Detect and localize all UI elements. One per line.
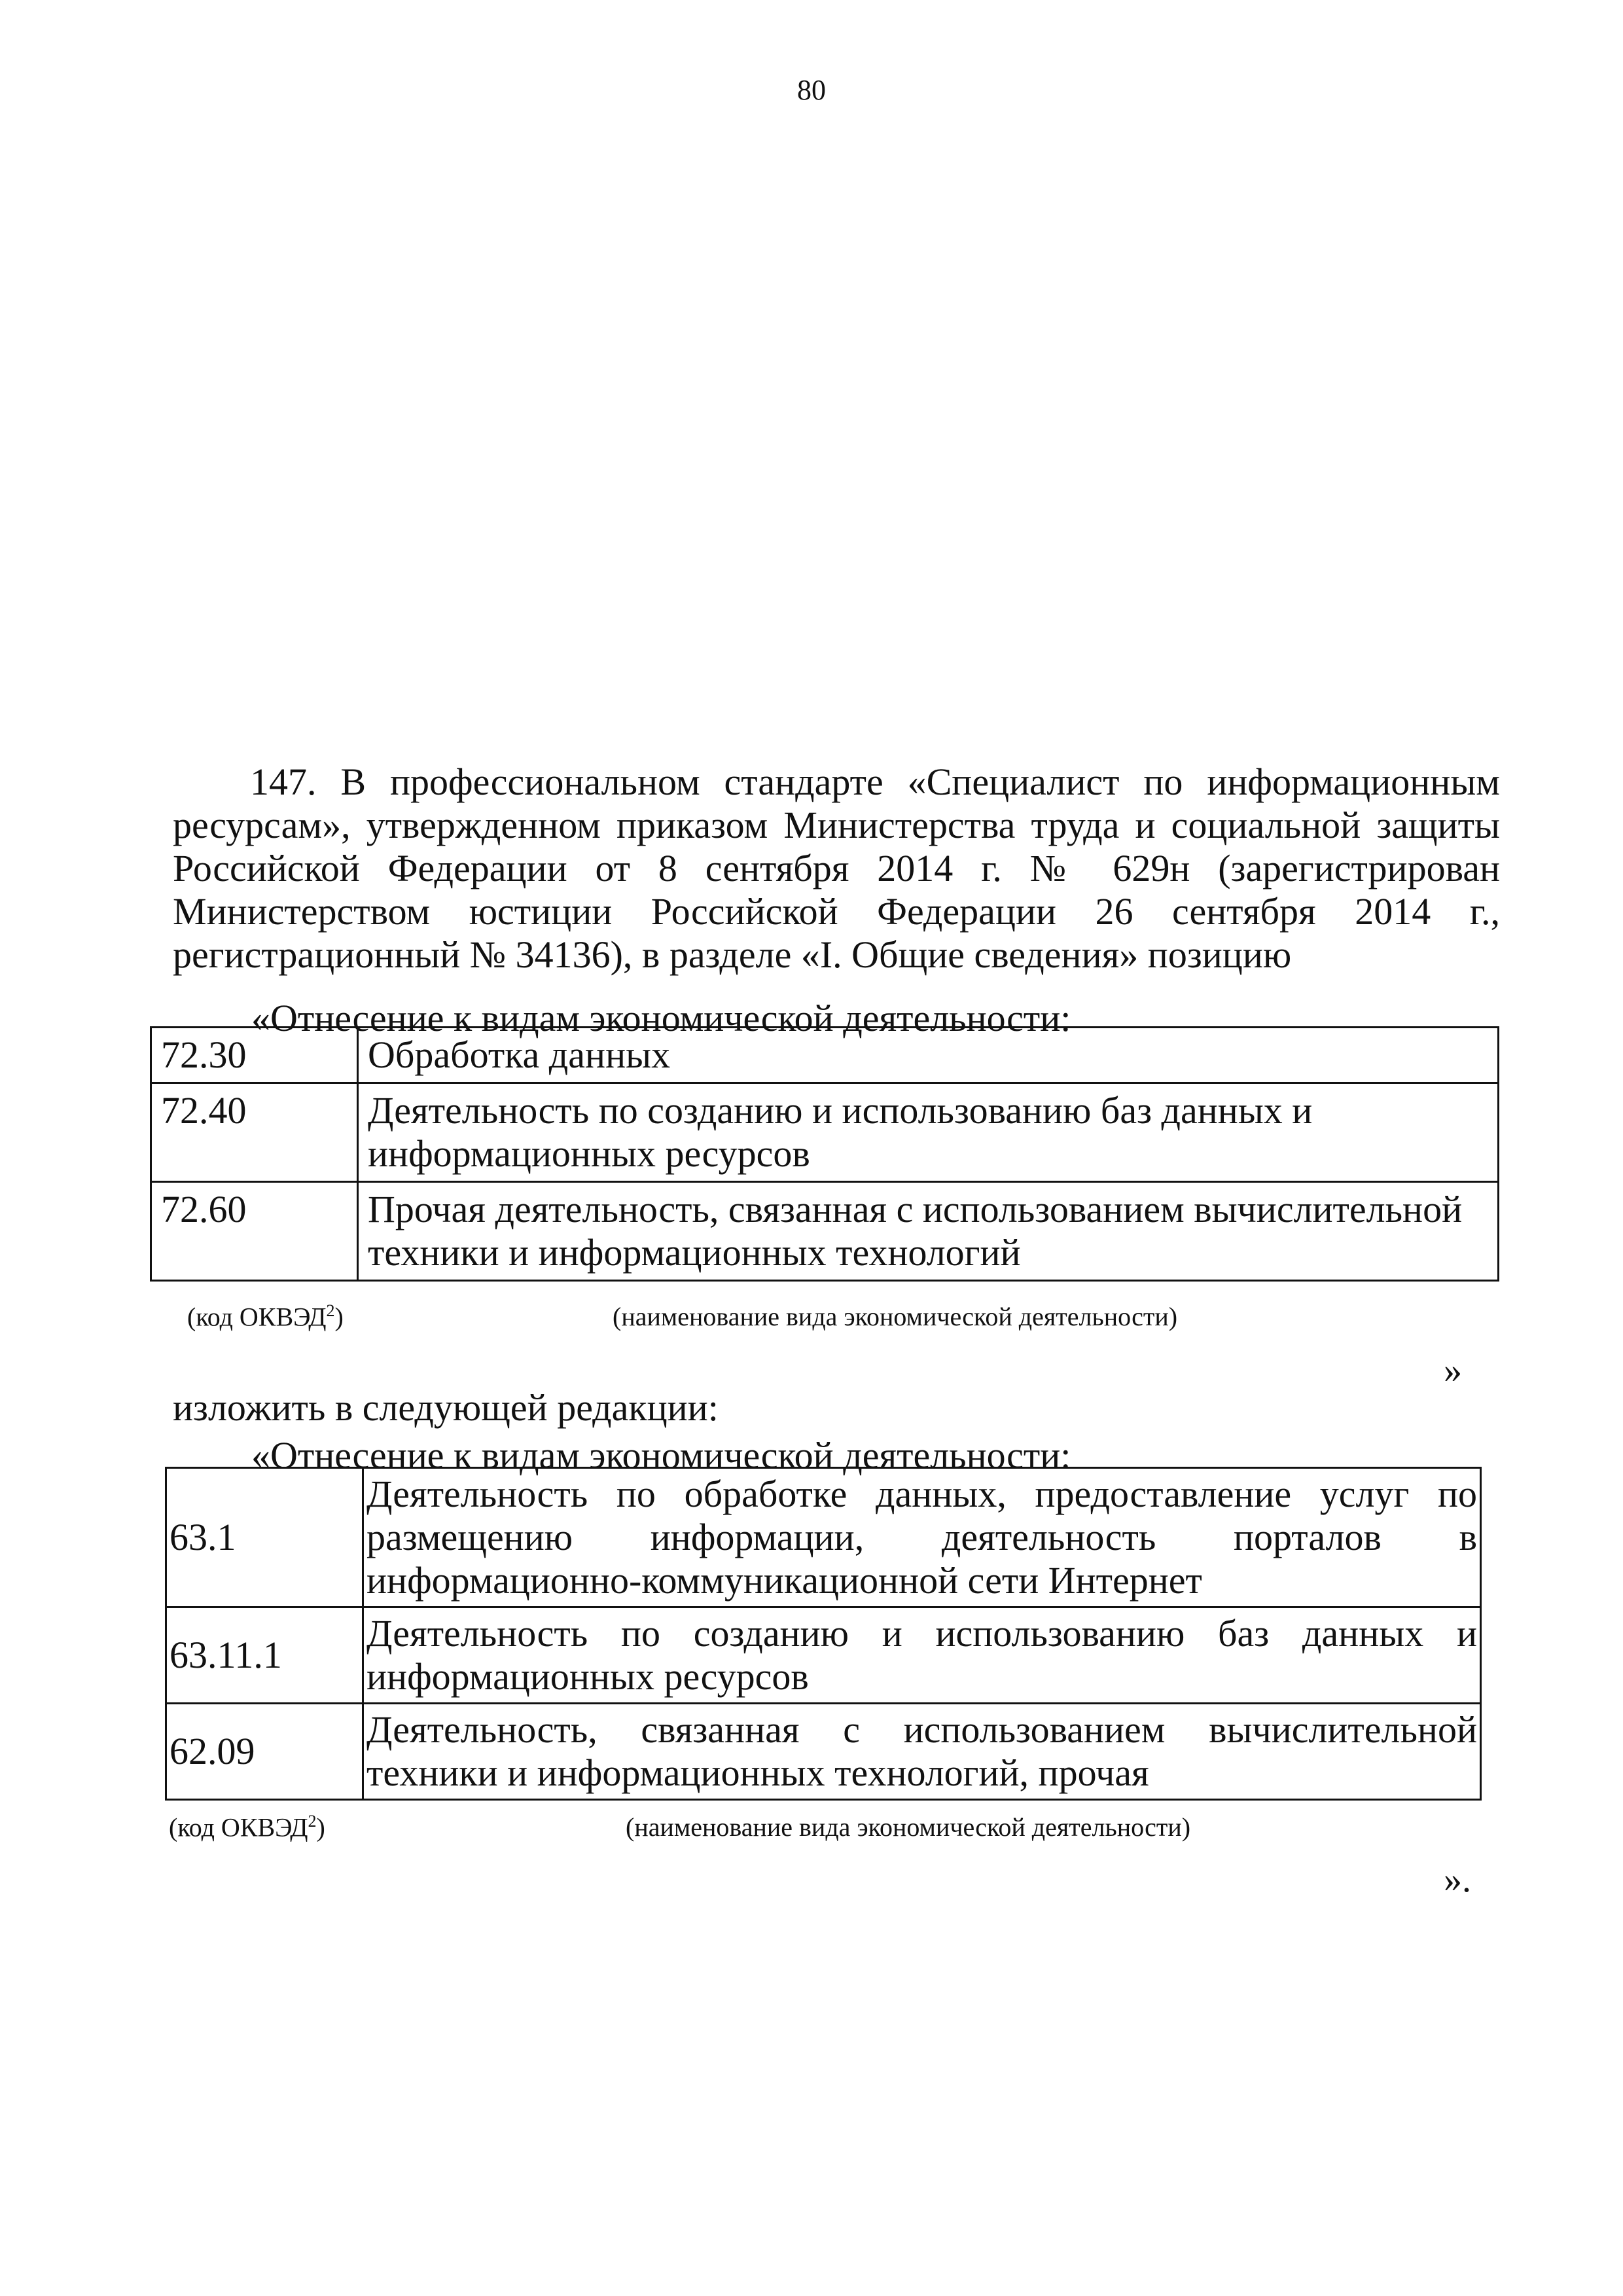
caption-code-close: ) bbox=[334, 1302, 344, 1332]
caption-code-close: ) bbox=[316, 1812, 325, 1842]
new-okved-table bbox=[165, 1467, 1482, 1801]
old-caption-code bbox=[187, 1301, 344, 1332]
okved-activity-name: Обработка данных bbox=[358, 1028, 1499, 1083]
new-caption-code bbox=[169, 1812, 325, 1842]
table-row bbox=[166, 1704, 1481, 1800]
table-row bbox=[151, 1083, 1499, 1182]
footnote-mark: 2 bbox=[326, 1301, 335, 1320]
old-caption-name: (наименование вида экономической деятельности) bbox=[613, 1302, 1178, 1331]
okved-activity-name: Прочая деятельность, связанная с использованием вычислительной техники и информационных технологий bbox=[358, 1182, 1499, 1281]
caption-code-text: (код ОКВЭД bbox=[169, 1812, 308, 1842]
okved-activity-name: Деятельность, связанная с использованием вычислительной техники и информационных технологий, прочая bbox=[363, 1704, 1481, 1800]
footnote-mark: 2 bbox=[308, 1812, 317, 1831]
page-number: 80 bbox=[797, 74, 826, 106]
okved-code: 63.11.1 bbox=[166, 1607, 363, 1704]
okved-code: 62.09 bbox=[166, 1704, 363, 1800]
okved-activity-name: Деятельность по обработке данных, предоставление услуг по размещению информации, деятельность порталов в информационно-коммуникационной сети Интернет bbox=[363, 1468, 1481, 1607]
okved-activity-name: Деятельность по созданию и использованию баз данных и информационных ресурсов bbox=[363, 1607, 1481, 1704]
old-closing-quote: » bbox=[1444, 1350, 1462, 1391]
table-row bbox=[166, 1468, 1481, 1607]
old-section-lead: «Отнесение к видам экономической деятельности: bbox=[251, 997, 1071, 1039]
intro-text: 147. В профессиональном стандарте «Специалист по информационным ресурсам», утвержденном приказом Министерства труда и социальной защиты Российской Федерации от 8 сентября 2014 г. № 629н (зарегистрирован Министерством юстиции Российской Федерации 26 сентября 2014 г., регистрационный № 34136), в разделе «I. Общие сведения» позицию bbox=[173, 761, 1500, 976]
caption-code-text: (код ОКВЭД bbox=[187, 1302, 327, 1332]
table-row bbox=[151, 1028, 1499, 1083]
old-okved-table bbox=[150, 1026, 1499, 1282]
okved-code: 72.30 bbox=[151, 1028, 358, 1083]
okved-code: 72.40 bbox=[151, 1083, 358, 1182]
okved-activity-name: Деятельность по созданию и использованию баз данных и информационных ресурсов bbox=[358, 1083, 1499, 1182]
okved-code: 63.1 bbox=[166, 1468, 363, 1607]
table-row bbox=[151, 1182, 1499, 1281]
intro-paragraph bbox=[173, 761, 1500, 977]
table-row bbox=[166, 1607, 1481, 1704]
new-closing-quote: ». bbox=[1444, 1859, 1471, 1900]
new-caption-name: (наименование вида экономической деятельности) bbox=[626, 1812, 1191, 1842]
okved-code: 72.60 bbox=[151, 1182, 358, 1281]
new-section-lead: «Отнесение к видам экономической деятельности: bbox=[251, 1434, 1071, 1477]
transition-text: изложить в следующей редакции: bbox=[173, 1386, 719, 1429]
